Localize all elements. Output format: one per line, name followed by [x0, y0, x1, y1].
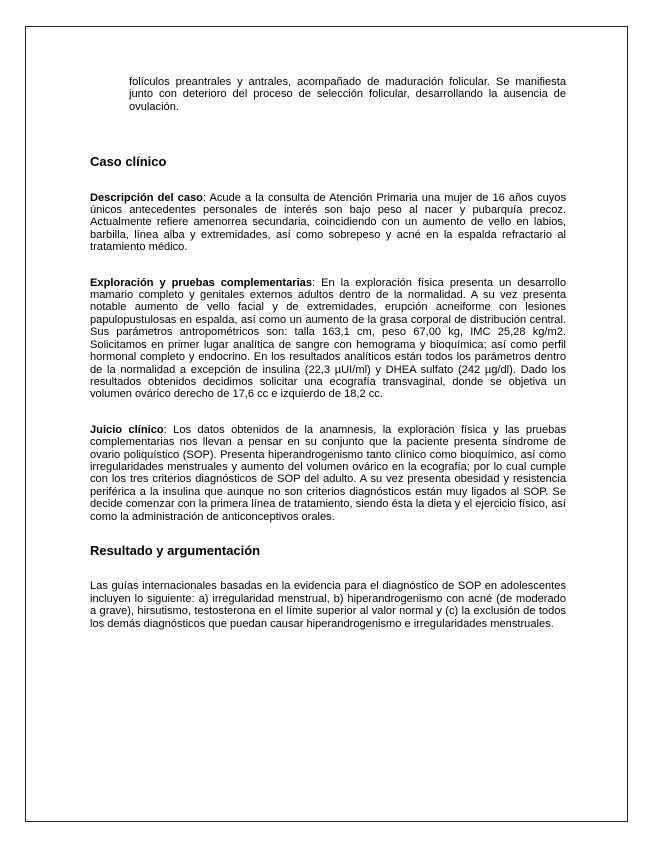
document-body — [90, 76, 566, 630]
section-heading-resultado: Resultado y argumentación — [90, 542, 261, 558]
resultado-paragraph: Las guías internacionales basadas en la evidencia para el diagnóstico de SOP en adolescentes incluyen lo siguiente: a) irregularidad menstrual, b) hiperandrogenismo con acné (de moderado a grave), hirsutismo, testosterona en el límite superior al valor normal y (c) la exclusión de todos los demás diagnósticos que puedan causar hiperandrogenismo e irregularidades menstruales. — [90, 580, 566, 630]
juicio-lead: Juicio clínico — [90, 423, 164, 436]
descripcion-paragraph — [90, 192, 566, 254]
exploracion-text: : En la exploración física presenta un desarrollo mamario completo y genitales externos adultos dentro de la normalidad. A su vez presenta notable aumento de vello facial y de extremidades, erupción acneiforme con lesiones papulopustulosas en espalda, así como un aumento de la grasa corporal de distribución central. Sus parámetros antropométricos son: talla 163,1 cm, peso 67,00 kg, IMC 25,28 kg/m2. Solicitamos en primer lugar analítica de sangre con hemograma y bioquímica; así como perfil hormonal completo y endocrino. En los resultados analíticos están todos los parámetros dentro de la normalidad a excepción de insulina (22,3 µUI/ml) y DHEA sulfato (242 µg/dl). Dado los resultados obtenidos decidimos solicitar una ecografía transvaginal, donde se objetiva un volumen ovárico derecho de 17,6 cc e izquierdo de 18,2 cc. — [90, 276, 566, 401]
exploracion-lead: Exploración y pruebas complementarias — [90, 276, 313, 289]
juicio-paragraph — [90, 424, 566, 523]
juicio-text: : Los datos obtenidos de la anamnesis, la exploración física y las pruebas complementarias nos llevan a pensar en su conjunto que la paciente presenta síndrome de ovario poliquístico (SOP). Presenta hiperandrogenismo tanto clínico como bioquímico, así como irregularidades menstruales y aumento del volumen ovárico en la ecografía; por lo cual cumple con los tres criterios diagnósticos de SOP del adulto. A su vez presenta obesidad y resistencia periférica a la insulina que aunque no son criterios diagnósticos están muy ligados al SOP. Se decide comenzar con la primera línea de tratamiento, siendo ésta la dieta y el ejercicio físico, así como la administración de anticonceptivos orales. — [90, 423, 567, 523]
intro-paragraph: folículos preantrales y antrales, acompañado de maduración folicular. Se manifiesta junto con deterioro del proceso de selección folicular, desarrollando la ausencia de ovulación. — [129, 76, 566, 113]
exploracion-paragraph — [90, 277, 566, 401]
section-heading-caso-clinico: Caso clínico — [90, 154, 167, 170]
descripcion-text: : Acude a la consulta de Atención Primaria una mujer de 16 años cuyos únicos antecedentes personales de interés son bajo peso al nacer y pubarquía precoz. Actualmente refiere amenorrea secundaria, coincidiendo con un aumento de vello en labios, barbilla, línea alba y extremidades, así como sobrepeso y acné en la espalda refractario al tratamiento médico. — [90, 191, 567, 254]
descripcion-lead: Descripción del caso — [90, 191, 203, 204]
